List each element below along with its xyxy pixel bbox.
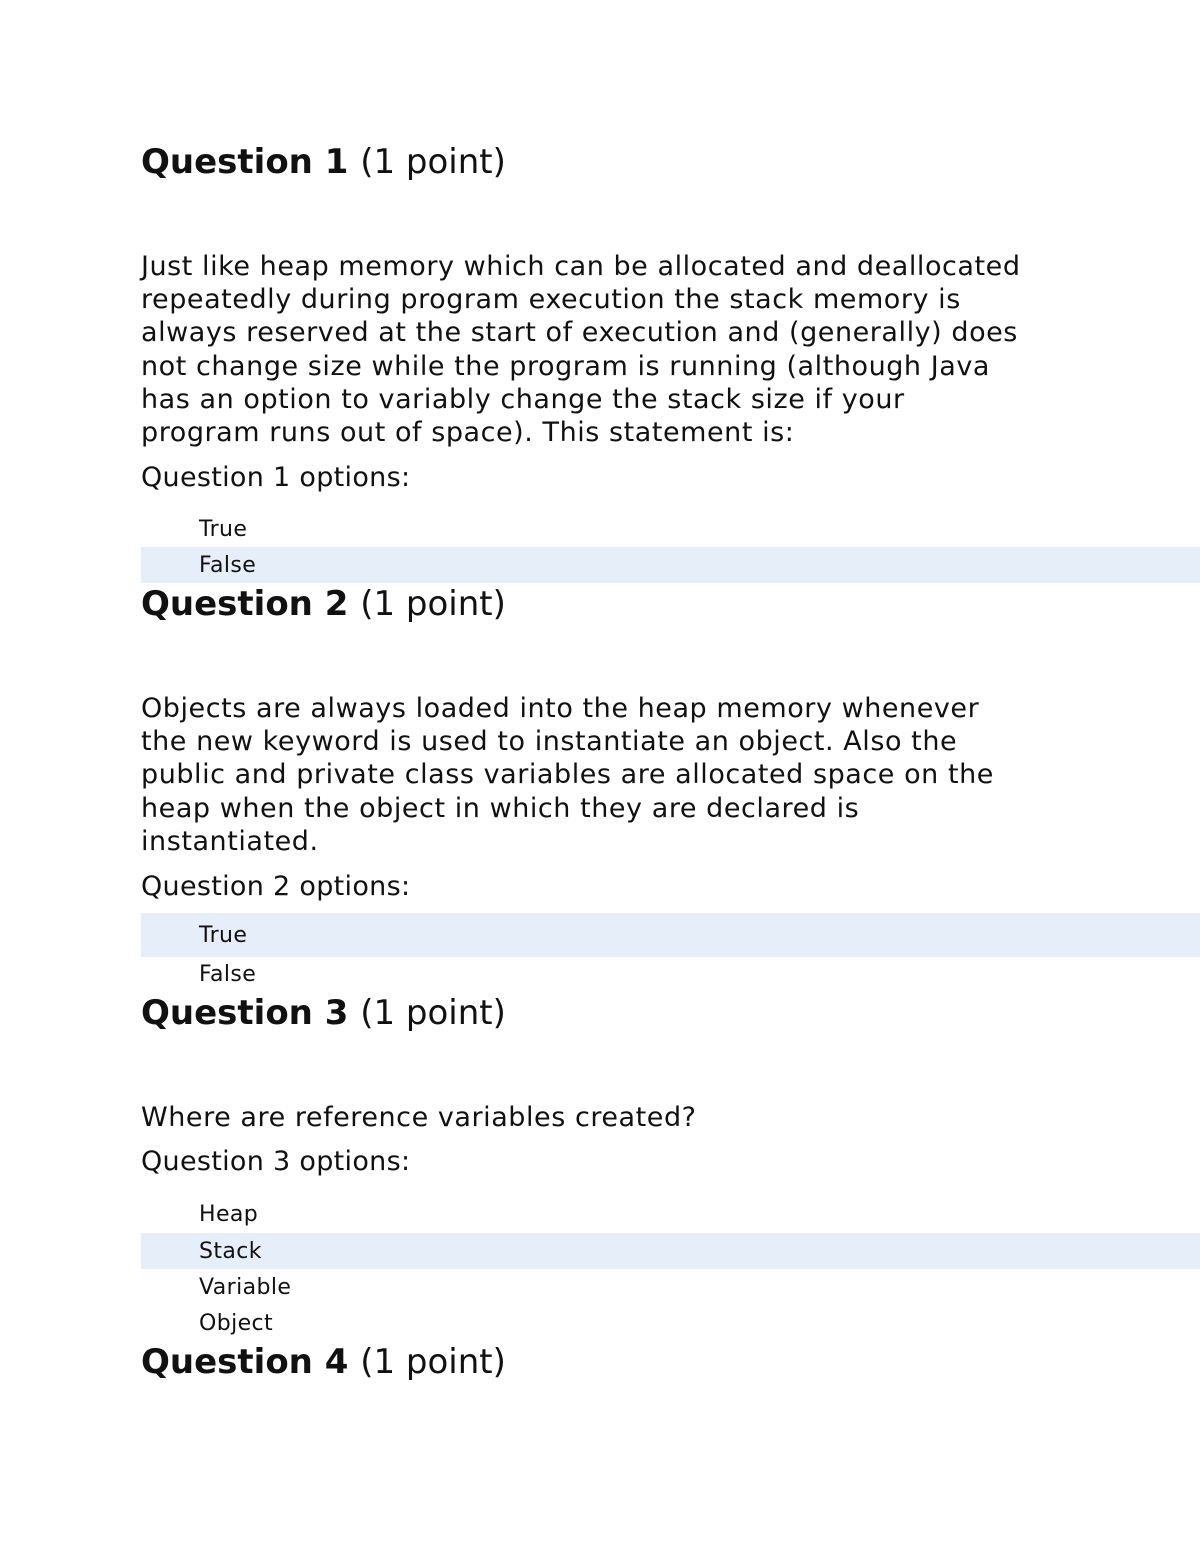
question-3-option-variable[interactable]	[141, 1270, 1200, 1305]
option-label: True	[199, 922, 248, 948]
option-label: False	[199, 961, 257, 987]
question-2-text: Objects are always loaded into the heap memory whenever the new keyword is used to instantiate an object. Also the public and private class variables are allocated space on the heap when the object in which they are declared is instantiated.	[141, 693, 994, 857]
option-label: Variable	[199, 1275, 292, 1300]
question-3-option-heap[interactable]	[141, 1197, 1200, 1232]
question-3-text: Where are reference variables created?	[141, 1102, 697, 1133]
question-3-option-object[interactable]	[141, 1306, 1200, 1341]
question-1-name: Question 1	[141, 142, 349, 182]
question-1-text: Just like heap memory which can be allocated and deallocated repeatedly during program execution the stack memory is always reserved at the start of execution and (generally) does not change size while the program is running (although Java has an option to variably change the stack size if your program runs out of space). This statement is:	[141, 251, 1021, 449]
option-label: Heap	[199, 1202, 259, 1227]
option-label: Object	[199, 1311, 274, 1336]
question-3-options-label: Question 3 options:	[141, 1146, 411, 1177]
question-4-points: (1 point)	[360, 1342, 506, 1382]
question-4-title	[141, 1342, 506, 1382]
option-label: True	[199, 516, 248, 542]
question-4-name: Question 4	[141, 1342, 349, 1382]
question-3-option-stack[interactable]	[141, 1233, 1200, 1269]
question-2-option-false[interactable]	[141, 957, 1200, 991]
question-3-name: Question 3	[141, 993, 349, 1033]
question-3-title	[141, 993, 506, 1033]
question-2-options-label: Question 2 options:	[141, 871, 411, 902]
question-2-name: Question 2	[141, 584, 349, 624]
question-1-options-label: Question 1 options:	[141, 462, 411, 493]
question-1-option-true[interactable]	[141, 512, 1200, 546]
option-label: False	[199, 552, 257, 578]
question-1-title	[141, 142, 506, 182]
question-2-points: (1 point)	[360, 584, 506, 624]
option-label: Stack	[199, 1238, 262, 1264]
question-3-points: (1 point)	[360, 993, 506, 1033]
question-2-option-true[interactable]	[141, 913, 1200, 957]
question-1-option-false[interactable]	[141, 547, 1200, 583]
question-2-title	[141, 584, 506, 624]
question-1-points: (1 point)	[360, 142, 506, 182]
